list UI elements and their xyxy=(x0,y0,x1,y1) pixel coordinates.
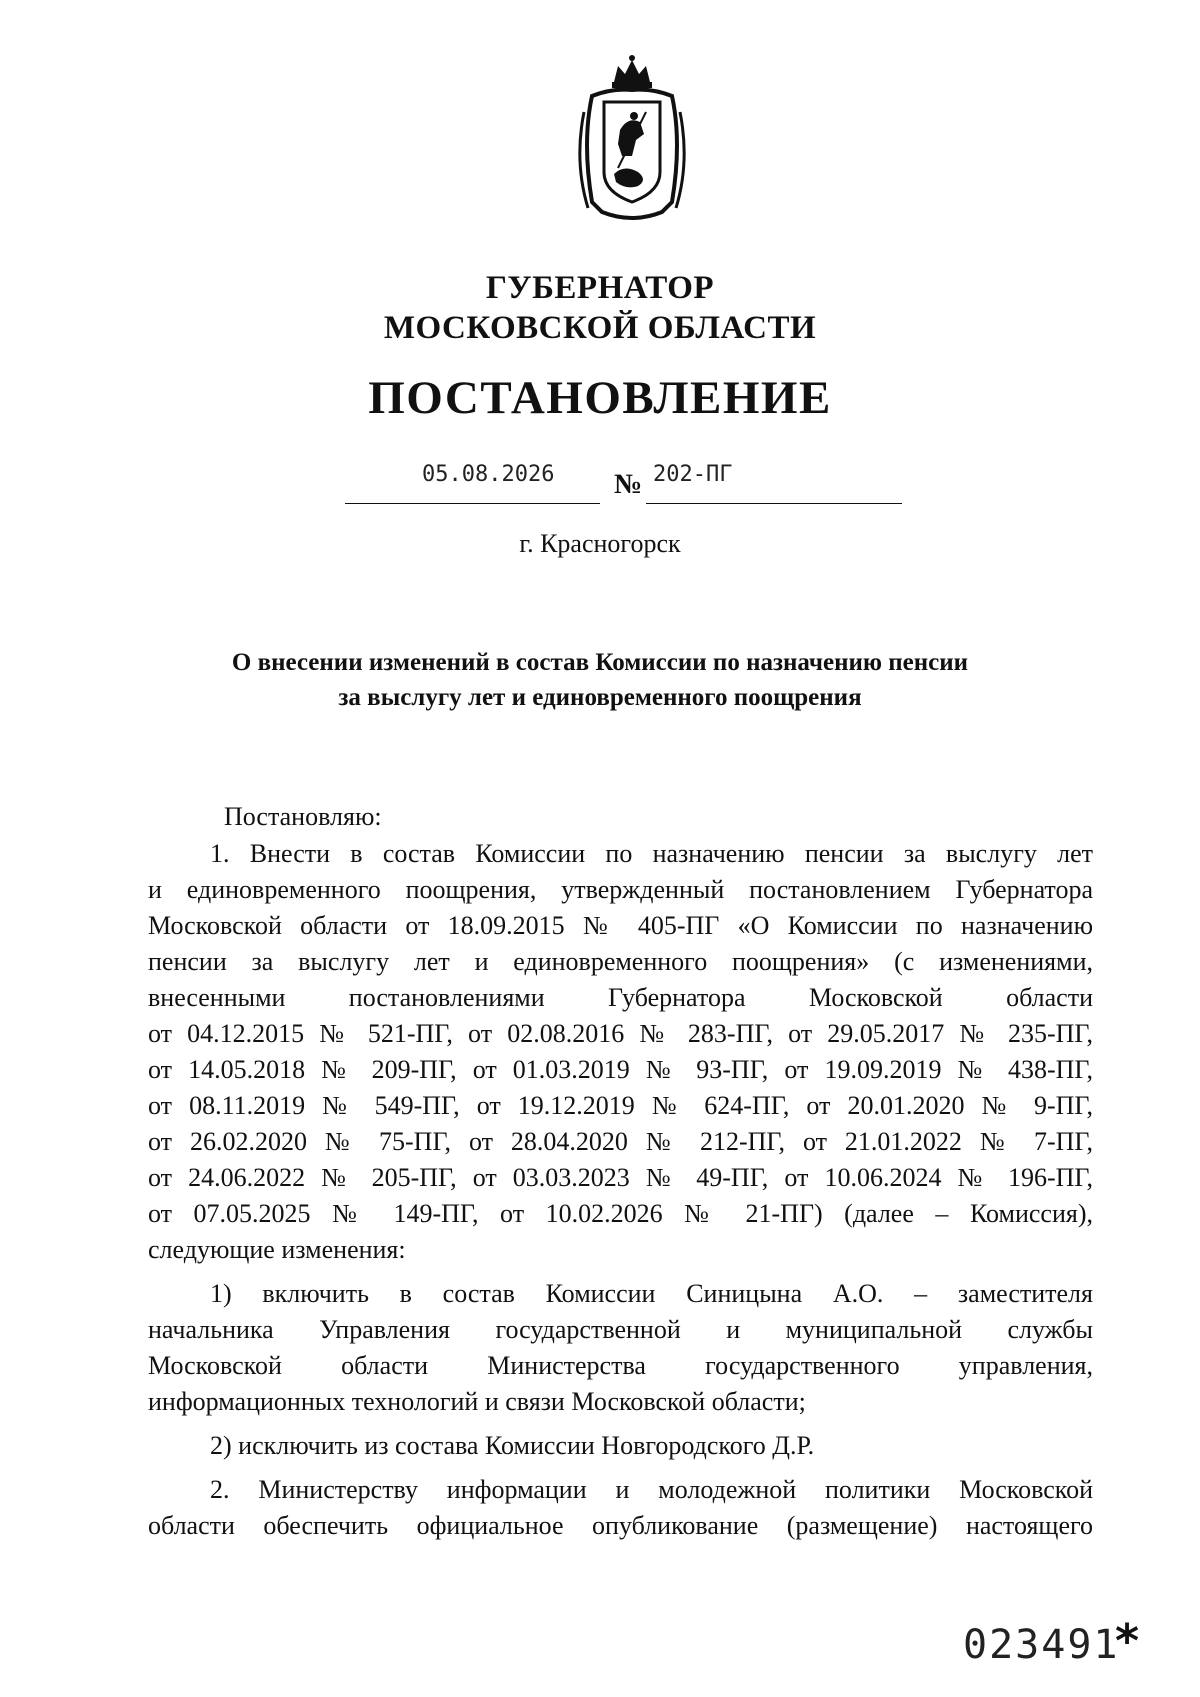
number-underline xyxy=(646,503,902,504)
body-line: внесенными постановлениями Губернатора Московской области xyxy=(148,983,1093,1012)
body-line: Московской области от 18.09.2015 № 405-ПГ «О Комиссии по назначению xyxy=(148,911,1093,940)
coat-of-arms-icon xyxy=(562,52,702,226)
body-line: информационных технологий и связи Московской области; xyxy=(148,1387,806,1416)
body-line: и единовременного поощрения, утвержденный постановлением Губернатора xyxy=(148,875,1093,904)
number-sign: № xyxy=(614,469,643,500)
body-line: следующие изменения: xyxy=(148,1235,406,1264)
authority-title-line2: МОСКОВСКОЙ ОБЛАСТИ xyxy=(383,310,817,346)
body-line: 1. Внести в состав Комиссии по назначению пенсии за выслугу лет xyxy=(210,839,1093,868)
body-line: пенсии за выслугу лет и единовременного поощрения» (с изменениями, xyxy=(148,947,1093,976)
body-line-point2: 2. Министерству информации и молодежной политики Московской xyxy=(210,1475,1093,1504)
subject-line2: за выслугу лет и единовременного поощрения xyxy=(338,684,862,711)
body-line: Московской области Министерства государственного управления, xyxy=(148,1351,1093,1380)
document-number: 202-ПГ xyxy=(653,462,733,487)
body-line: от 26.02.2020 № 75-ПГ, от 28.04.2020 № 212-ПГ, от 21.01.2022 № 7-ПГ, xyxy=(148,1127,1093,1156)
asterisk-mark: * xyxy=(1115,1614,1140,1668)
authority-title-line1: ГУБЕРНАТОР xyxy=(485,270,715,306)
body-line-item2: 2) исключить из состава Комиссии Новгородского Д.Р. xyxy=(210,1431,815,1460)
body-line-item1: 1) включить в состав Комиссии Синицына А.О. – заместителя xyxy=(210,1279,1093,1308)
body-line-preamble: Постановляю: xyxy=(224,802,382,831)
body-line: области обеспечить официальное опубликование (размещение) настоящего xyxy=(148,1511,1093,1540)
body-line: от 24.06.2022 № 205-ПГ, от 03.03.2023 № 49-ПГ, от 10.06.2024 № 196-ПГ, xyxy=(148,1163,1093,1192)
date-underline xyxy=(345,503,600,504)
body-line: от 07.05.2025 № 149-ПГ, от 10.02.2026 № 21-ПГ) (далее – Комиссия), xyxy=(148,1199,1093,1228)
city-line: г. Красногорск xyxy=(519,529,681,558)
subject-line1: О внесении изменений в состав Комиссии по назначению пенсии xyxy=(231,649,969,676)
document-type: ПОСТАНОВЛЕНИЕ xyxy=(368,372,832,424)
form-serial-number: 023491 xyxy=(963,1622,1120,1668)
body-line: от 08.11.2019 № 549-ПГ, от 19.12.2019 № 624-ПГ, от 20.01.2020 № 9-ПГ, xyxy=(148,1091,1093,1120)
body-line: от 04.12.2015 № 521-ПГ, от 02.08.2016 № 283-ПГ, от 29.05.2017 № 235-ПГ, xyxy=(148,1019,1093,1048)
document-date: 05.08.2026 xyxy=(422,462,555,487)
body-line: от 14.05.2018 № 209-ПГ, от 01.03.2019 № 93-ПГ, от 19.09.2019 № 438-ПГ, xyxy=(148,1055,1093,1084)
body-line: начальника Управления государственной и муниципальной службы xyxy=(148,1315,1093,1344)
